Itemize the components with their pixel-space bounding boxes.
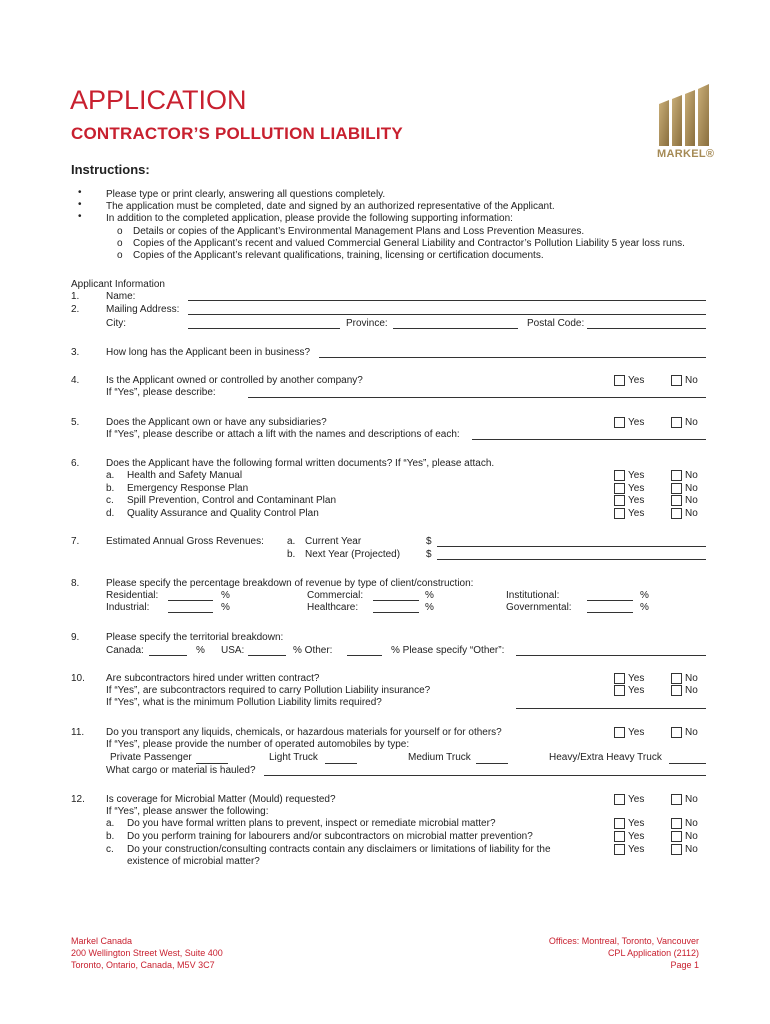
item-letter: b. [106,483,115,494]
yes-checkbox[interactable] [614,673,625,684]
item-text: Do you perform training for labourers and/or subcontractors on microbial matter prevention? [127,831,533,842]
percent-sign: % [425,602,434,613]
question-text: Is the Applicant owned or controlled by another company? [106,375,363,386]
healthcare-field[interactable] [373,612,419,613]
sub-bullet-icon: o [117,250,123,261]
light-truck-field[interactable] [325,763,357,764]
item-letter: c. [106,844,114,855]
section-label: Applicant Information [71,279,165,290]
question-number: 2. [71,304,80,315]
no-checkbox[interactable] [671,470,682,481]
percent-sign: % [640,590,649,601]
question-subtext: If “Yes”, what is the minimum Pollution Liability limits required? [106,697,382,708]
no-checkbox[interactable] [671,794,682,805]
yes-label: Yes [628,495,645,506]
instruction-subitem: Details or copies of the Applicant’s Environmental Management Plans and Loss Prevention Measures. [133,226,585,237]
yes-label: Yes [628,508,645,519]
no-label: No [685,794,698,805]
yes-label: Yes [628,794,645,805]
no-label: No [685,508,698,519]
instructions-heading: Instructions: [71,162,150,177]
no-checkbox[interactable] [671,831,682,842]
specify-other-label: % Please specify “Other”: [391,645,505,656]
yes-checkbox[interactable] [614,470,625,481]
question-number: 11. [71,727,85,738]
logo-text: MARKEL® [657,148,715,160]
no-label: No [685,727,698,738]
cargo-label: What cargo or material is hauled? [106,765,256,776]
yes-checkbox[interactable] [614,844,625,855]
item-text: Quality Assurance and Quality Control Plan [127,508,319,519]
yes-checkbox[interactable] [614,818,625,829]
city-field[interactable] [188,328,340,329]
yes-label: Yes [628,673,645,684]
no-label: No [685,685,698,696]
institutional-field[interactable] [587,600,633,601]
sub-bullet-icon: o [117,238,123,249]
question-number: 3. [71,347,80,358]
medium-truck-label: Medium Truck [408,752,471,763]
bullet-icon: • [78,211,82,222]
item-letter: d. [106,508,115,519]
other-label: % Other: [293,645,333,656]
no-checkbox[interactable] [671,727,682,738]
footer-address-line1: 200 Wellington Street West, Suite 400 [71,948,223,958]
item-letter: a. [106,470,115,481]
item-text-continued: existence of microbial matter? [127,856,260,867]
instruction-subitem: Copies of the Applicant’s relevant qualifications, training, licensing or certification documents. [133,250,544,261]
question-subtext: If “Yes”, please answer the following: [106,806,269,817]
percent-sign: % [196,645,205,656]
markel-logo-icon [655,84,715,146]
no-checkbox[interactable] [671,495,682,506]
province-label: Province: [346,318,388,329]
question-number: 6. [71,458,80,469]
item-letter: a. [287,536,296,547]
residential-field[interactable] [168,600,213,601]
question-number: 1. [71,291,80,302]
no-label: No [685,818,698,829]
governmental-label: Governmental: [506,602,572,613]
bullet-icon: • [78,187,82,198]
yes-label: Yes [628,818,645,829]
name-field[interactable] [188,300,706,301]
yes-checkbox[interactable] [614,375,625,386]
no-checkbox[interactable] [671,673,682,684]
address-label: Mailing Address: [106,304,180,315]
canada-field[interactable] [149,655,187,656]
item-text: Spill Prevention, Control and Contaminant Plan [127,495,337,506]
percent-sign: % [640,602,649,613]
question-subtext: If “Yes”, please provide the number of operated automobiles by type: [106,739,410,750]
address-field[interactable] [188,314,706,315]
markel-logo [655,84,715,164]
footer-company: Markel Canada [71,936,133,946]
other-field[interactable] [347,655,382,656]
percent-sign: % [221,602,230,613]
yes-checkbox[interactable] [614,685,625,696]
question-number: 8. [71,578,80,589]
institutional-label: Institutional: [506,590,560,601]
no-checkbox[interactable] [671,685,682,696]
question-number: 5. [71,417,80,428]
industrial-label: Industrial: [106,602,150,613]
no-label: No [685,495,698,506]
industrial-field[interactable] [168,612,213,613]
next-year-revenue-field[interactable] [437,559,706,560]
no-checkbox[interactable] [671,508,682,519]
heavy-truck-label: Heavy/Extra Heavy Truck [549,752,662,763]
question-subtext: If “Yes”, please describe or attach a lift with the names and descriptions of each: [106,429,460,440]
instruction-item: In addition to the completed application, please provide the following supporting information: [106,213,513,224]
yes-checkbox[interactable] [614,483,625,494]
residential-label: Residential: [106,590,159,601]
question-number: 12. [71,794,85,805]
question-number: 7. [71,536,80,547]
question-number: 9. [71,632,80,643]
footer-address-line2: Toronto, Ontario, Canada, M5V 3C7 [71,960,215,970]
medium-truck-field[interactable] [476,763,508,764]
question-text: How long has the Applicant been in business? [106,347,311,358]
percent-sign: % [221,590,230,601]
name-label: Name: [106,291,136,302]
minimum-limits-field[interactable] [516,708,706,709]
yes-checkbox[interactable] [614,417,625,428]
current-year-revenue-field[interactable] [437,546,706,547]
years-in-business-field[interactable] [319,357,706,358]
no-checkbox[interactable] [671,483,682,494]
page-subtitle: CONTRACTOR’S POLLUTION LIABILITY [71,124,403,143]
footer-page-number: Page 1 [670,960,699,970]
question-text: Do you transport any liquids, chemicals, or hazardous materials for yourself or for others? [106,727,502,738]
yes-checkbox[interactable] [614,495,625,506]
yes-label: Yes [628,831,645,842]
question-text: Is coverage for Microbial Matter (Mould) requested? [106,794,336,805]
heavy-truck-field[interactable] [669,763,706,764]
question-text: Does the Applicant own or have any subsidiaries? [106,417,327,428]
next-year-label: Next Year (Projected) [305,549,401,560]
subsidiaries-field[interactable] [472,439,706,440]
yes-label: Yes [628,417,645,428]
yes-checkbox[interactable] [614,831,625,842]
postal-label: Postal Code: [527,318,585,329]
question-text: Estimated Annual Gross Revenues: [106,536,264,547]
canada-label: Canada: [106,645,144,656]
postal-field[interactable] [587,328,706,329]
yes-label: Yes [628,727,645,738]
question-text: Are subcontractors hired under written contract? [106,673,320,684]
item-letter: b. [106,831,115,842]
city-label: City: [106,318,126,329]
yes-label: Yes [628,470,645,481]
question-subtext: If “Yes”, are subcontractors required to carry Pollution Liability insurance? [106,685,431,696]
yes-checkbox[interactable] [614,727,625,738]
instruction-item: The application must be completed, date and signed by an authorized representative of the Applicant. [106,201,555,212]
no-label: No [685,844,698,855]
no-label: No [685,375,698,386]
item-letter: b. [287,549,296,560]
healthcare-label: Healthcare: [307,602,359,613]
yes-label: Yes [628,844,645,855]
dollar-sign: $ [426,549,432,560]
governmental-field[interactable] [587,612,633,613]
cargo-field[interactable] [264,775,706,776]
yes-checkbox[interactable] [614,508,625,519]
no-label: No [685,483,698,494]
sub-bullet-icon: o [117,226,123,237]
commercial-label: Commercial: [307,590,364,601]
item-text: Health and Safety Manual [127,470,243,481]
no-label: No [685,673,698,684]
item-text: Do your construction/consulting contracts contain any disclaimers or limitations of liability for the [127,844,551,855]
bullet-icon: • [78,199,82,210]
province-field[interactable] [393,328,518,329]
question-text: Please specify the percentage breakdown of revenue by type of client/construction: [106,578,474,589]
page-title: APPLICATION [70,85,247,115]
percent-sign: % [425,590,434,601]
item-text: Emergency Response Plan [127,483,249,494]
no-checkbox[interactable] [671,375,682,386]
question-number: 10. [71,673,85,684]
no-checkbox[interactable] [671,818,682,829]
private-passenger-field[interactable] [196,763,228,764]
no-label: No [685,831,698,842]
footer-offices: Offices: Montreal, Toronto, Vancouver [548,936,699,946]
item-letter: a. [106,818,115,829]
usa-label: USA: [221,645,245,656]
private-passenger-label: Private Passenger [110,752,192,763]
yes-label: Yes [628,483,645,494]
instruction-item: Please type or print clearly, answering all questions completely. [106,189,386,200]
footer-form-id: CPL Application (2112) [607,948,699,958]
owner-description-field[interactable] [248,397,706,398]
usa-field[interactable] [248,655,286,656]
question-text: Does the Applicant have the following formal written documents? If “Yes”, please attach. [106,458,495,469]
no-checkbox[interactable] [671,844,682,855]
question-number: 4. [71,375,80,386]
question-subtext: If “Yes”, please describe: [106,387,216,398]
no-label: No [685,417,698,428]
no-label: No [685,470,698,481]
light-truck-label: Light Truck [269,752,318,763]
item-text: Do you have formal written plans to prevent, inspect or remediate microbial matter? [127,818,496,829]
instruction-subitem: Copies of the Applicant’s recent and valued Commercial General Liability and Contractor’s Pollution Liability 5 year loss runs. [133,238,685,249]
commercial-field[interactable] [373,600,419,601]
dollar-sign: $ [426,536,432,547]
item-letter: c. [106,495,114,506]
current-year-label: Current Year [305,536,362,547]
specify-other-field[interactable] [516,655,706,656]
yes-label: Yes [628,375,645,386]
no-checkbox[interactable] [671,417,682,428]
yes-checkbox[interactable] [614,794,625,805]
question-text: Please specify the territorial breakdown: [106,632,284,643]
yes-label: Yes [628,685,645,696]
